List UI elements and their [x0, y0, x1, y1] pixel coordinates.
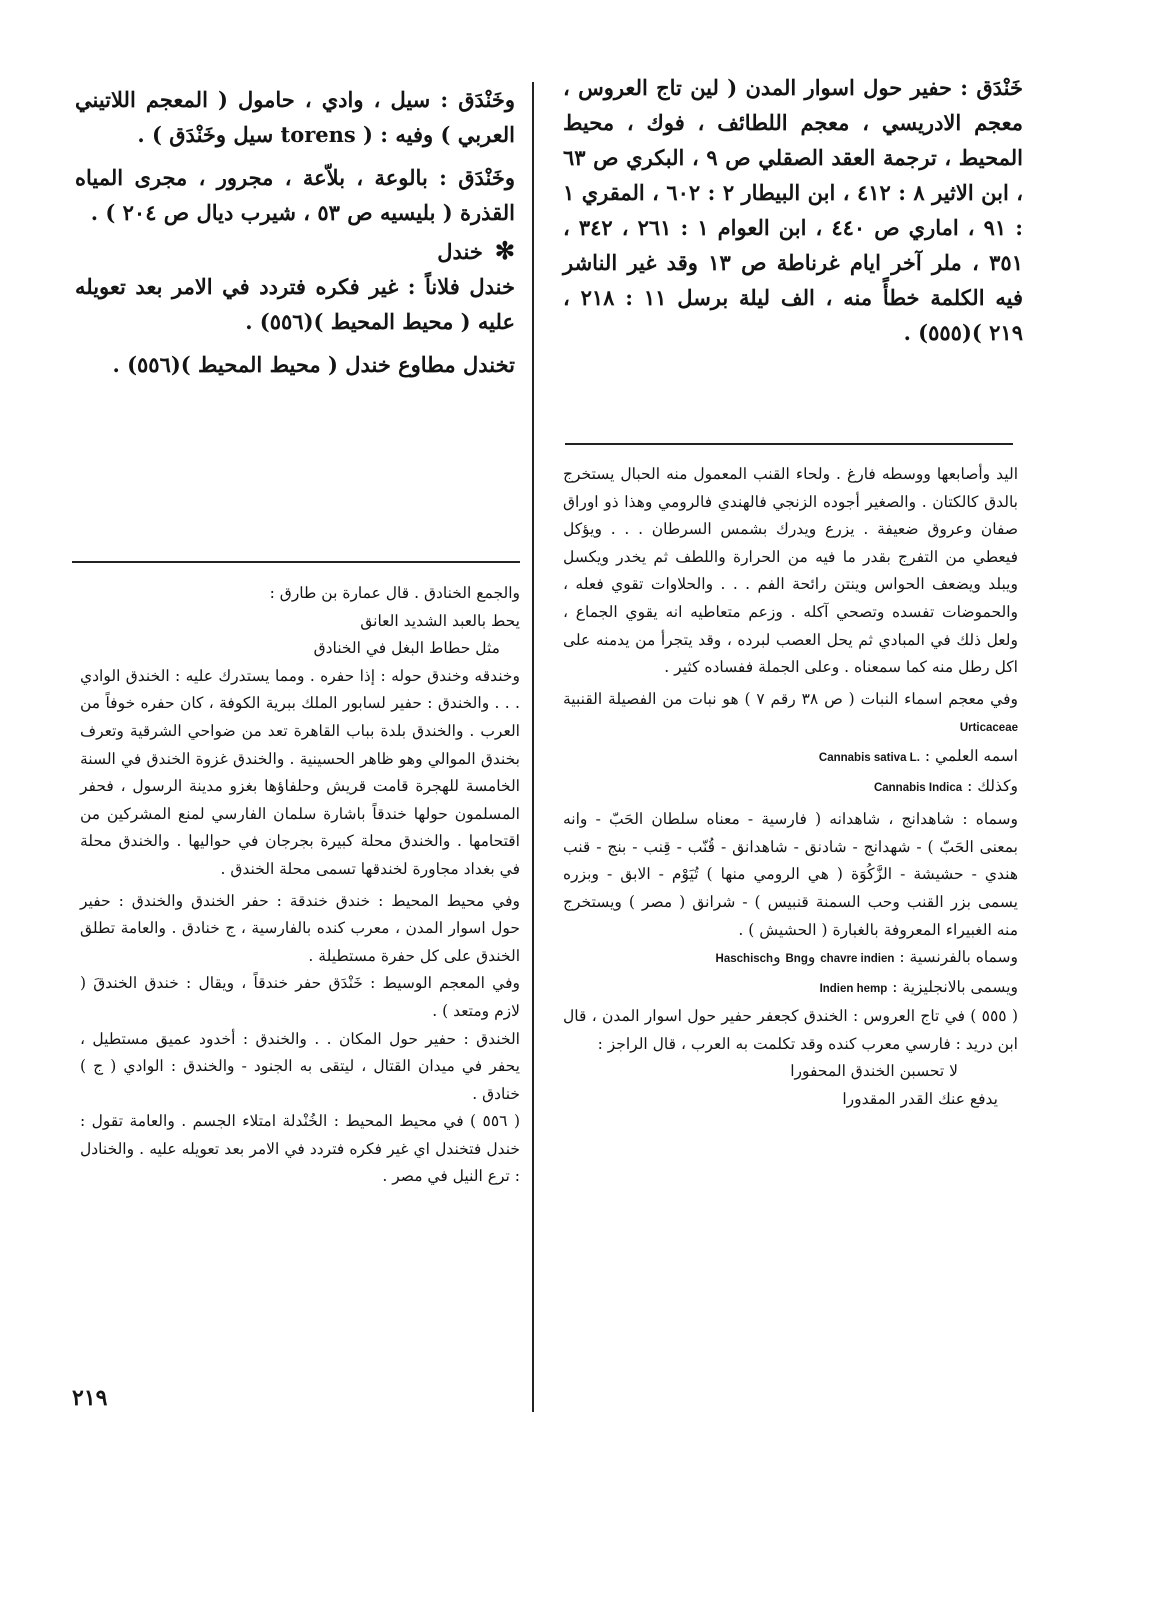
- right-column-main: [563, 70, 1023, 350]
- also-name: Cannabis Indica: [873, 781, 963, 794]
- footnote-separator-left: [72, 561, 520, 563]
- french-name: chavre indien: [820, 953, 895, 966]
- verse-line: لا تحسبن الخندق المحفورا: [790, 1062, 958, 1081]
- right-column-footnotes: [563, 461, 1018, 1114]
- left-column-main: [75, 82, 515, 382]
- footnote-paragraph: وخندقه وخندق حوله : إذا حفره . ومما يستدرك عليه : الخندق الوادي . . . والخندق : حفير لسابور الملك ببرية الكوفة ، كان حفره خوفاً من العرب . والخندق بلدة بباب القاهرة تعد من ضواحي الشرقية وتعرف بخندق الموالي وهو ظاهر الحسينية . والخندق غزوة الخندق في السنة الخامسة للهجرة قامت قريش وحلفاؤها بغزو مدينة الرسول ، فحفر المسلمون حولها خندقاً باشارة سلمان الفارسي لمنع المشركين من اقتحامها . والخندق محلة كبيرة بجرجان في حواليها . والخندق محلة في بغداد مجاورة لخندقها تسمى محلة الخندق .: [80, 666, 520, 878]
- scientific-name: Cannabis sativa L.: [818, 751, 920, 764]
- entry-takhandal: تخندل مطاوع خندل ( محيط المحيط )(٥٥٦) .: [112, 352, 515, 377]
- footnote-paragraph: وفي محيط المحيط : خندق خندقة : حفر الخندق والخندق : حفير حول اسوار المدن ، معرب كنده بالفارسية ، ج خنادق . والعامة تطلق الخندق على كل حفرة مستطيلة .: [80, 891, 520, 965]
- page-number: ٢١٩: [72, 1385, 108, 1411]
- verse-line: يحط بالعبد الشديد العانق: [360, 611, 520, 630]
- english-name-line: ويسمى بالانجليزية : Indien hemp: [819, 977, 1018, 996]
- footnote-paragraph: والجمع الخنادق . قال عمارة بن طارق :: [269, 584, 520, 602]
- verse-line: مثل حطاط البغل في الخنادق: [313, 639, 500, 658]
- footnote-paragraph: اليد وأصابعها ووسطه فارغ . ولحاء القنب المعمول منه الحبال يستخرج بالدق كالكتان . والصغير أجوده الزنجي فالهندي فالرومي وهذا ذو اوراق صفان وعروق ضعيفة . يزرع ويدرك بشمس السرطان . . . ويؤكل فيعطي من التفرج بقدر ما فيه من الحرارة واللطف ثم يخدر ويكسل ويبلد ويضعف الحواس وينتن رائحة الفم . . . والحلاوات تقوي فعله ، والحموضات تفسده وتصحي آكله . وزعم متعاطيه انه يقوي الجماع ، ولعل ذلك في المبادي ثم يحل العصب لبرده ، وقد يتجرأ من يدمنه على اكل رطل منه كما سمعناه . وعلى الجملة ففساده كثير .: [563, 465, 1018, 677]
- footnote-paragraph: وفي معجم اسماء النبات ( ص ٣٨ رقم ٧ ) هو نبات من الفصيلة القنبية Urticaceae: [563, 689, 1018, 735]
- footnote-separator-right: [565, 443, 1013, 445]
- star-icon: ✻: [494, 236, 515, 265]
- also-name-line: وكذلك : Cannabis Indica: [873, 776, 1018, 795]
- latin-family-name: Urticaceae: [959, 722, 1018, 735]
- french-name: Bng: [785, 953, 808, 966]
- entry-khandaq: خَنْدَق : حفير حول اسوار المدن ( لين تاج العروس ، معجم الادريسي ، معجم اللطائف ، فوك ، محيط المحيط ، ترجمة العقد الصقلي ص ٩ ، البكري ص ٦٣ ، ابن الاثير ٨ : ٤١٢ ، ابن البيطار ٢ : ٦٠٢ ، المقري ١ : ٩١ ، اماري ص ٤٤٠ ، ابن العوام ١ : ٢٦١ ، ٣٤٢ ، ٣٥١ ، ملر آخر ايام غرناطة ص ١٣ وقد غير الناشر فيه الكلمة خطأً منه ، الف ليلة برسل ١١ : ٢١٨ ، ٢١٩ )(٥٥٥) .: [563, 75, 1024, 345]
- verse-line: يدفع عنك القدر المقدورا: [842, 1090, 998, 1109]
- footnote-556: ( ٥٥٦ ) في محيط المحيط : الخُنْدلة امتلاء الجسم . والعامة تقول : خندل فتخندل اي غير فكره فتردد في الامر بعد تعويله عليه . والخنادل : ترع النيل في مصر .: [80, 1112, 520, 1186]
- footnote-paragraph: وفي المعجم الوسيط : خَنْدَق حفر خندقاً ، ويقال : خندق الخندقَ ( لازم ومتعد ) .: [80, 974, 520, 1020]
- entry-khandal: خندل فلاناً : غير فكره فتردد في الامر بعد تعويله عليه ( محيط المحيط )(٥٥٦) .: [75, 274, 515, 334]
- entry-khandaq-torrent: وخَنْدَق : سيل ، وادي ، حامول ( المعجم اللاتيني العربي ) وفيه : ( torens سيل وخَنْدَق ) .: [75, 87, 515, 147]
- french-name: Haschisch: [715, 953, 774, 966]
- english-name: Indien hemp: [819, 982, 888, 995]
- footnote-paragraph: الخندق : حفير حول المكان . . والخندق : أخدود عميق مستطيل ، يحفر في ميدان القتال ، ليتقى به الجنود - والخندق : الوادي ( ج ) خنادق .: [80, 1029, 520, 1103]
- headword-khandal: ✻خندل: [437, 236, 515, 265]
- entry-khandaq-drain: وخَنْدَق : بالوعة ، بلاّعة ، مجرور ، مجرى المياه القذرة ( بليسيه ص ٥٣ ، شيرب ديال ص ٢٠٤ ) .: [75, 165, 515, 225]
- left-column-footnotes: [80, 580, 520, 1191]
- french-name-line: وسماه بالفرنسية : chavre indien وBng وHaschisch: [715, 948, 1018, 967]
- footnote-555: ( ٥٥٥ ) في تاج العروس : الخندق كجعفر حفير حول اسوار المدن ، قال ابن دريد : فارسي معرب كنده وقد تكلمت به العرب ، قال الراجز :: [563, 1007, 1018, 1053]
- column-divider: [532, 82, 534, 1412]
- scientific-name-line: اسمه العلمي : Cannabis sativa L.: [818, 746, 1018, 765]
- footnote-paragraph: وسماه : شاهدانج ، شاهدانه ( فارسية - معناه سلطان الحَبّ - وانه بمعنى الحَبّ ) - شهدانج - شادنق - شاهدانق - قُنّب - قِنب - بنج - قنب هندي - حشيشة - الزَّكُوَة ( هي الرومي منها ) تُيَوْم - الابق - وبزره يسمى بزر القنب وحب السمنة قنبيس ) - شرانق ( مصر ) ويستخرج منه الغبيراء المعروفة بالغبارة ( الحشيش ) .: [563, 810, 1018, 939]
